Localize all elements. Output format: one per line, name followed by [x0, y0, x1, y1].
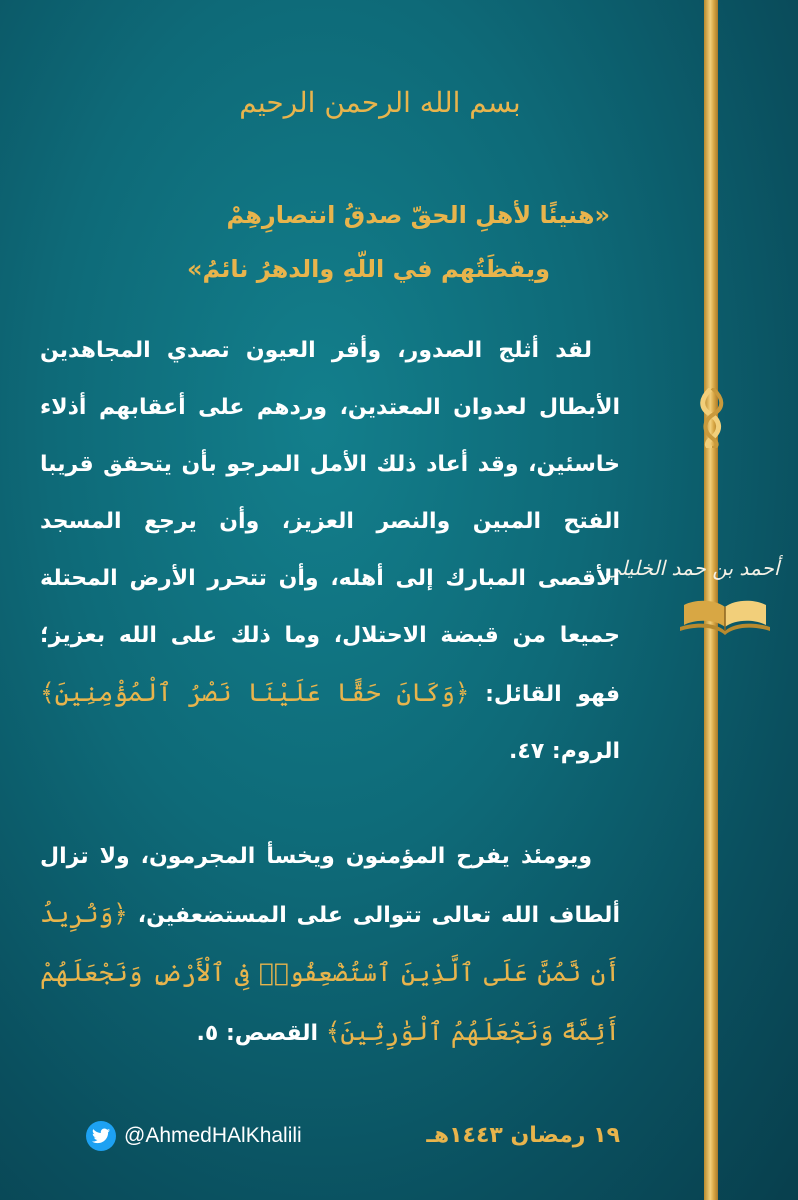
paragraph-1 — [40, 322, 620, 780]
poem-line-2: ويقظَتُهم في اللّهِ والدهرُ نائمُ» — [187, 255, 550, 283]
open-book-icon — [680, 595, 770, 635]
author-signature: أحمد بن حمد الخليلي — [604, 556, 780, 580]
twitter-handle-text: @AhmedHAlKhalili — [124, 1124, 302, 1147]
quran-verse-1: ﴿وَكَانَ حَقًّا عَلَيْنَا نَصْرُ ٱلْمُؤْمِنِينَ﴾ — [40, 678, 470, 707]
twitter-handle-link[interactable] — [86, 1120, 326, 1152]
twitter-bird-icon — [86, 1121, 116, 1151]
paragraph-2-text: ويومئذ يفرح المؤمنون ويخسأ المجرمون، ولا تزال ألطاف الله تعالى تتوالى على المستضعفين، — [40, 844, 620, 928]
rope-knot-icon — [692, 388, 732, 448]
hijri-date: ١٩ رمضان ١٤٤٣هـ — [426, 1123, 620, 1148]
verse-reference-2: القصص: ٥. — [196, 1021, 319, 1046]
poem-verse — [60, 188, 620, 296]
quran-verse-2: ﴿وَنُرِيدُ أَن نَّمُنَّ عَلَى ٱلَّذِينَ ٱسْتُضْعِفُوا۟ فِى ٱلْأَرْضِ وَنَجْعَلَهُمْ أَئِمَّةً وَنَجْعَلَهُمُ ٱلْوَٰرِثِينَ﴾ — [40, 899, 620, 1046]
paragraph-1-text: لقد أثلج الصدور، وأقر العيون تصدي المجاهدين الأبطال لعدوان المعتدين، وردهم على أعقابهم أذلاء خاسئين، وقد أعاد ذلك الأمل المرجو بأن يتحقق قريبا الفتح المبين والنصر العزيز، وأن يرجع المسجد الأقصى المبارك إلى أهله، وأن تتحرر الأرض المحتلة جميعا من قبضة الاحتلال، وما ذلك على الله بعزيز؛ فهو القائل: — [40, 338, 620, 707]
paragraph-2 — [40, 828, 620, 1062]
poem-line-1: «هنيئًا لأهلِ الحقّ صدقُ انتصارِهِمْ — [226, 201, 610, 229]
basmala-heading: بسم الله الرحمن الرحيم — [239, 86, 521, 119]
verse-reference-1: الروم: ٤٧. — [509, 739, 620, 764]
